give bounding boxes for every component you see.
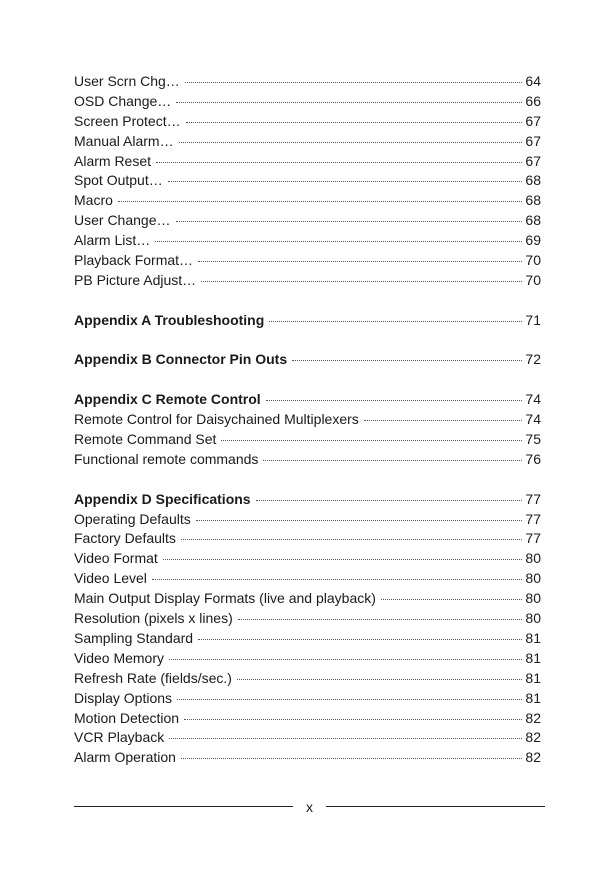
dot-leader <box>179 142 522 143</box>
toc-entry[interactable] <box>74 410 541 430</box>
toc-entry-label: Appendix A Troubleshooting <box>74 311 265 328</box>
toc-entry[interactable] <box>74 649 541 669</box>
table-of-contents <box>74 72 541 768</box>
toc-entry-label: Refresh Rate (fields/sec.) <box>74 669 232 686</box>
toc-entry[interactable] <box>74 748 541 768</box>
toc-entry-page: 81 <box>525 689 541 706</box>
toc-entry[interactable] <box>74 211 541 231</box>
toc-entry-page: 70 <box>525 252 541 269</box>
toc-entry[interactable] <box>74 529 541 549</box>
toc-entry-page: 77 <box>525 510 541 527</box>
dot-leader <box>181 539 522 540</box>
toc-entry-page: 74 <box>525 411 541 428</box>
toc-entry-label: Video Memory <box>74 649 165 666</box>
toc-entry[interactable] <box>74 689 541 709</box>
toc-entry-page: 81 <box>525 649 541 666</box>
toc-entry-page: 68 <box>525 212 541 229</box>
toc-entry-label: Appendix B Connector Pin Outs <box>74 351 288 368</box>
toc-entry-label: Main Output Display Formats (live and playback) <box>74 590 376 607</box>
toc-entry-page: 68 <box>525 172 541 189</box>
toc-entry[interactable] <box>74 132 541 152</box>
toc-entry-label: Display Options <box>74 689 173 706</box>
dot-leader <box>263 460 522 461</box>
toc-entry-page: 82 <box>525 749 541 766</box>
toc-entry[interactable] <box>74 728 541 748</box>
toc-entry[interactable] <box>74 510 541 530</box>
toc-entry-page: 75 <box>525 431 541 448</box>
dot-leader <box>185 82 522 83</box>
page-number: x <box>306 799 313 815</box>
toc-entry-page: 67 <box>525 152 541 169</box>
toc-entry-page: 72 <box>525 351 541 368</box>
toc-entry[interactable] <box>74 231 541 251</box>
toc-entry-page: 68 <box>525 192 541 209</box>
toc-entry[interactable] <box>74 191 541 211</box>
toc-entry-label: Video Level <box>74 570 147 587</box>
dot-leader <box>292 360 522 361</box>
toc-entry-label: Functional remote commands <box>74 450 259 467</box>
page-footer <box>74 797 545 817</box>
toc-entry[interactable] <box>74 669 541 689</box>
dot-leader <box>169 738 522 739</box>
toc-entry[interactable] <box>74 430 541 450</box>
toc-entry-page: 66 <box>525 92 541 109</box>
toc-entry-label: Playback Format… <box>74 252 194 269</box>
toc-entry[interactable] <box>74 112 541 132</box>
dot-leader <box>176 102 522 103</box>
toc-entry-page: 80 <box>525 610 541 627</box>
toc-entry-label: Operating Defaults <box>74 510 191 527</box>
toc-appendix-heading[interactable] <box>74 490 541 510</box>
toc-entry-label: OSD Change… <box>74 92 172 109</box>
toc-entry-label: Alarm Operation <box>74 749 176 766</box>
toc-entry[interactable] <box>74 251 541 271</box>
toc-entry-page: 67 <box>525 132 541 149</box>
toc-entry[interactable] <box>74 629 541 649</box>
toc-entry-page: 67 <box>525 112 541 129</box>
toc-entry-page: 81 <box>525 669 541 686</box>
toc-entry-page: 82 <box>525 729 541 746</box>
toc-entry-label: Factory Defaults <box>74 530 176 547</box>
toc-entry-label: Spot Output… <box>74 172 163 189</box>
dot-leader <box>176 221 523 222</box>
toc-entry[interactable] <box>74 549 541 569</box>
dot-leader <box>177 699 522 700</box>
toc-entry[interactable] <box>74 709 541 729</box>
toc-entry-label: Appendix D Specifications <box>74 490 251 507</box>
toc-entry-label: Sampling Standard <box>74 629 194 646</box>
toc-entry-label: Manual Alarm… <box>74 132 174 149</box>
toc-entry-label: Alarm List… <box>74 232 151 249</box>
toc-appendix-heading[interactable] <box>74 390 541 410</box>
toc-entry-page: 70 <box>525 271 541 288</box>
dot-leader <box>186 122 522 123</box>
dot-leader <box>198 261 522 262</box>
toc-entry[interactable] <box>74 589 541 609</box>
toc-entry-page: 80 <box>525 570 541 587</box>
toc-entry-label: Remote Control for Daisychained Multiplexers <box>74 411 359 428</box>
toc-entry[interactable] <box>74 569 541 589</box>
toc-entry-page: 77 <box>525 490 541 507</box>
dot-leader <box>201 281 522 282</box>
toc-entry-page: 74 <box>525 391 541 408</box>
dot-leader <box>184 719 522 720</box>
toc-entry[interactable] <box>74 72 541 92</box>
toc-appendix-heading[interactable] <box>74 350 541 370</box>
toc-entry[interactable] <box>74 609 541 629</box>
dot-leader <box>198 639 522 640</box>
toc-entry-page: 77 <box>525 530 541 547</box>
dot-leader <box>381 599 522 600</box>
dot-leader <box>168 181 522 182</box>
toc-entry-page: 80 <box>525 550 541 567</box>
dot-leader <box>118 201 522 202</box>
toc-entry[interactable] <box>74 152 541 172</box>
toc-entry-page: 71 <box>525 311 541 328</box>
footer-rule-left <box>74 806 293 807</box>
dot-leader <box>181 758 522 759</box>
toc-entry-label: Remote Command Set <box>74 431 217 448</box>
toc-entry-page: 76 <box>525 450 541 467</box>
toc-entry-label: Video Format <box>74 550 158 567</box>
toc-entry-label: User Change… <box>74 212 171 229</box>
dot-leader <box>169 659 522 660</box>
toc-entry-page: 64 <box>525 73 541 89</box>
dot-leader <box>238 619 522 620</box>
toc-entry-label: User Scrn Chg… <box>74 73 180 89</box>
toc-entry[interactable] <box>74 92 541 112</box>
dot-leader <box>163 559 522 560</box>
toc-entry-label: Motion Detection <box>74 709 180 726</box>
dot-leader <box>237 679 522 680</box>
toc-entry-label: PB Picture Adjust… <box>74 271 197 288</box>
toc-appendix-heading[interactable] <box>74 311 541 331</box>
footer-rule-right <box>326 806 545 807</box>
toc-entry-label: VCR Playback <box>74 729 165 746</box>
toc-entry-label: Resolution (pixels x lines) <box>74 610 233 627</box>
dot-leader <box>156 162 522 163</box>
dot-leader <box>196 520 522 521</box>
toc-entry-page: 82 <box>525 709 541 726</box>
toc-entry[interactable] <box>74 271 541 291</box>
toc-entry-page: 80 <box>525 590 541 607</box>
dot-leader <box>155 241 522 242</box>
dot-leader <box>269 321 522 322</box>
toc-entry-label: Screen Protect… <box>74 112 181 129</box>
toc-entry-label: Alarm Reset <box>74 152 152 169</box>
dot-leader <box>256 500 522 501</box>
toc-entry-label: Macro <box>74 192 113 209</box>
toc-entry[interactable] <box>74 450 541 470</box>
dot-leader <box>221 440 522 441</box>
toc-entry-page: 69 <box>525 232 541 249</box>
dot-leader <box>364 420 522 421</box>
dot-leader <box>266 400 522 401</box>
dot-leader <box>152 579 522 580</box>
toc-entry-label: Appendix C Remote Control <box>74 391 261 408</box>
toc-entry-page: 81 <box>525 629 541 646</box>
toc-entry[interactable] <box>74 171 541 191</box>
